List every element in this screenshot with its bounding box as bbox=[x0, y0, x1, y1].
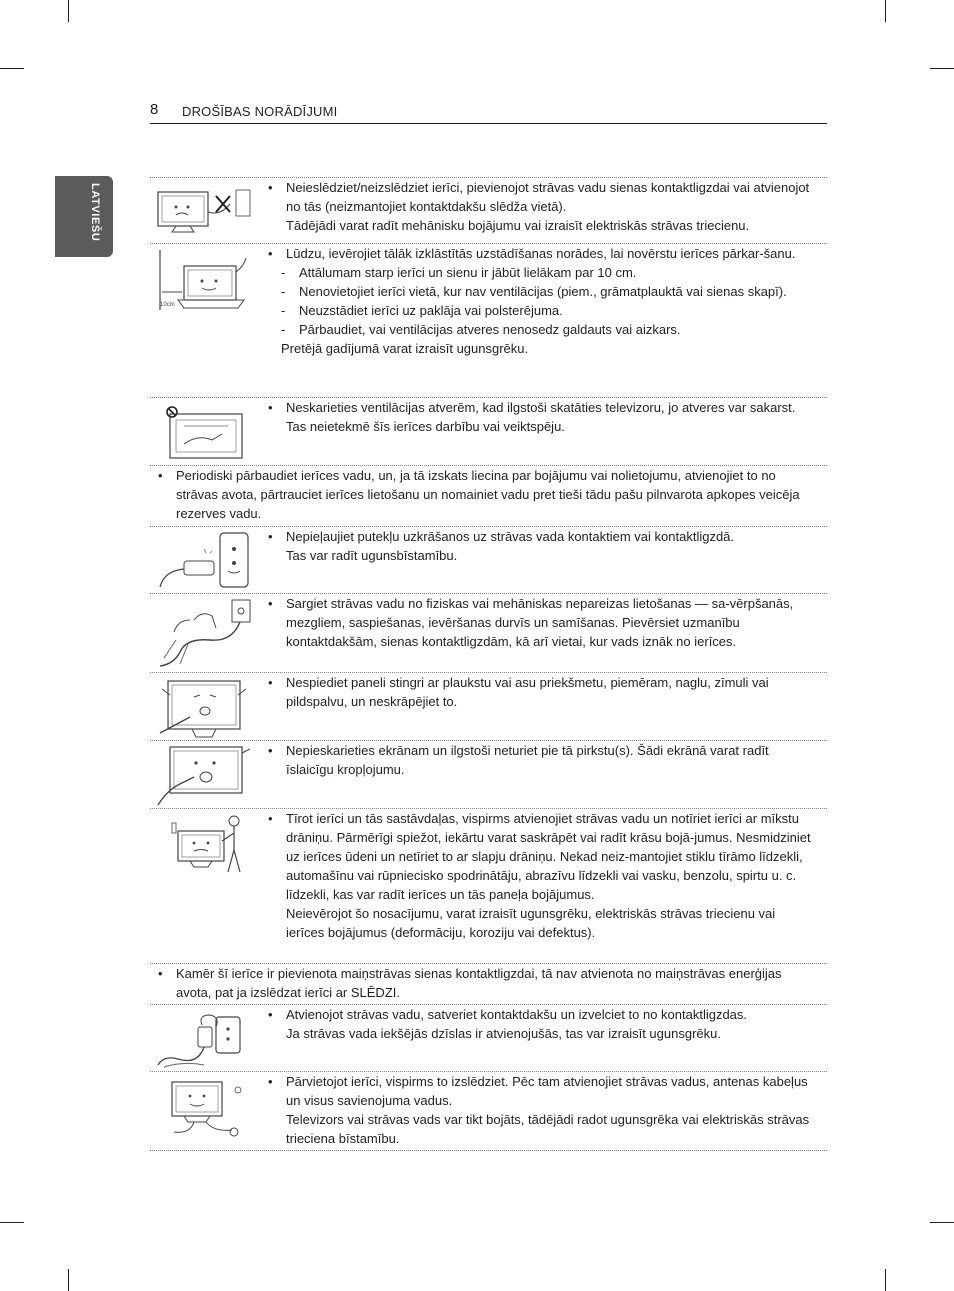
instruction-row bbox=[150, 672, 827, 741]
language-tab-label: LATVIEŠU bbox=[89, 183, 101, 242]
instruction-text bbox=[268, 809, 816, 942]
panel-pressure-illustration bbox=[154, 677, 254, 739]
move-device-illustration bbox=[154, 1076, 254, 1142]
distance-label: 10cm bbox=[160, 302, 175, 308]
instruction-row bbox=[150, 465, 827, 527]
instruction-text bbox=[158, 466, 818, 523]
instruction-paragraph: Tādējādi varat radīt mehānisku bojājumu vai izraisīt elektriskās strāvas triecienu. bbox=[286, 218, 750, 233]
instruction-row bbox=[150, 526, 827, 594]
instruction-paragraph: • Periodiski pārbaudiet ierīces vadu, un, ja tā izskats liecina par bojājumu vai nolietojumu, atvienojiet to no strāvas avota, pārtrauciet ierīces lietošanu un nomainiet vadu pret tieši tādu pašu pilnvarota apkopes veicēja rezerves vadu. bbox=[176, 468, 800, 521]
instruction-row bbox=[150, 593, 827, 673]
wall-distance-illustration bbox=[154, 248, 254, 314]
crop-mark bbox=[0, 1222, 24, 1223]
screen-touch-illustration bbox=[154, 745, 254, 809]
instruction-paragraph: • Nepieskarieties ekrānam un ilgstoši neturiet pie tā pirkstu(s). Šādi ekrānā varat radīt īslaicīgu kropļojumu. bbox=[286, 743, 769, 777]
pull-plug-illustration bbox=[154, 1009, 254, 1071]
instruction-row bbox=[150, 740, 827, 809]
instruction-text bbox=[268, 1005, 816, 1043]
instruction-row bbox=[150, 397, 827, 466]
instruction-paragraph: • Nespiediet paneli stingri ar plaukstu vai asu priekšmetu, piemēram, naglu, zīmuli vai pildspalvu, un neskrāpējiet to. bbox=[286, 675, 769, 709]
sub-item: - Nenovietojiet ierīci vietā, kur nav ventilācijas (piem., grāmatplauktā vai sienas skapī). bbox=[268, 282, 816, 301]
crop-mark bbox=[930, 68, 954, 69]
instruction-paragraph: Televizors vai strāvas vads var tikt bojāts, tādējādi radot ugunsgrēka vai elektriskās strāvas trieciena bīstamību. bbox=[286, 1112, 810, 1146]
instruction-row bbox=[150, 1004, 827, 1072]
crop-mark bbox=[68, 1269, 69, 1291]
crop-mark bbox=[930, 1222, 954, 1223]
dusty-socket-illustration bbox=[154, 531, 254, 593]
instruction-paragraph: • Sargiet strāvas vadu no fiziskas vai mehāniskas nepareizas lietošanas — sa-vērpšanās, mezgliem, saspiešanas, ievēršanas durvīs un samīšanas. Pievērsiet uzmanību kontaktdakšām, sienas kontaktligzdām, kā arī vietai, kur vads iznāk no ierīces. bbox=[286, 596, 794, 649]
cord-damage-illustration bbox=[154, 598, 254, 670]
page-header bbox=[150, 101, 827, 124]
instruction-text bbox=[268, 1072, 816, 1148]
instruction-text bbox=[268, 527, 816, 565]
sub-item: - Neuzstādiet ierīci uz paklāja vai polsterējuma. bbox=[268, 301, 816, 320]
instruction-paragraph: Tas var radīt ugunsbīstamību. bbox=[286, 548, 458, 563]
instruction-text bbox=[268, 741, 816, 779]
instruction-row bbox=[150, 808, 827, 964]
instruction-paragraph: Neievērojot šo nosacījumu, varat izraisīt ugunsgrēku, elektriskās strāvas triecienu vai ierīces bojājumus (deformāciju, koroziju vai defektus). bbox=[286, 906, 776, 940]
instruction-text bbox=[268, 673, 816, 711]
instruction-paragraph: • Pārvietojot ierīci, vispirms to izslēdziet. Pēc tam atvienojiet strāvas vadus, antenas kabeļus un visus savienojuma vadus. bbox=[286, 1074, 808, 1108]
crop-mark bbox=[885, 0, 886, 22]
instruction-paragraph: • Neieslēdziet/neizslēdziet ierīci, pievienojot strāvas vadu sienas kontaktligzdai vai atvienojot no tās (neizmantojiet kontaktdakšu slēdža vietā). bbox=[286, 180, 810, 214]
crop-mark bbox=[68, 0, 69, 22]
instruction-row bbox=[150, 963, 827, 1005]
vent-hot-illustration bbox=[154, 402, 254, 462]
instruction-paragraph: Ja strāvas vada iekšējās dzīslas ir atvienojušās, tas var izraisīt ugunsgrēku. bbox=[286, 1026, 721, 1041]
instruction-paragraph: • Tīrot ierīci un tās sastāvdaļas, vispirms atvienojiet strāvas vadu un notīriet ierīci ar mīkstu drāniņu. Pārmērīgi spiežot, iekārtu varat saskrāpēt vai radīt krāsu bojā-jumus. Nesmidziniet uz ierīces ūdeni un netīriet to ar slapju drāniņu. Nekad neiz-mantojiet stiklu tīrāmo līdzekli, automašīnu vai rūpniecisko spodrinātāju, abrazīvu līdzekli vai vasku, benzolu, spirtu u. c. līdzekli, kas var radīt ierīces un tās paneļa bojājumus. bbox=[286, 811, 811, 902]
instruction-text bbox=[268, 398, 816, 436]
instruction-row bbox=[150, 243, 827, 398]
instruction-text bbox=[268, 244, 816, 358]
instruction-paragraph: • Atvienojot strāvas vadu, satveriet kontaktdakšu un izvelciet to no kontaktligzdas. bbox=[286, 1007, 748, 1022]
instruction-note: Pretējā gadījumā varat izraisīt ugunsgrēku. bbox=[281, 341, 529, 356]
instruction-paragraph: • Nepieļaujiet putekļu uzkrāšanos uz strāvas vada kontaktiem vai kontaktligzdā. bbox=[286, 529, 735, 544]
sub-item: - Attālumam starp ierīci un sienu ir jābūt lielākam par 10 cm. bbox=[268, 263, 816, 282]
language-tab bbox=[55, 176, 113, 257]
instruction-row bbox=[150, 177, 827, 244]
instruction-paragraph: • Neskarieties ventilācijas atverēm, kad ilgstoši skatāties televizoru, jo atveres var sakarst. Tas neietekmē šīs ierīces darbību vai veiktspēju. bbox=[286, 400, 796, 434]
instruction-text bbox=[158, 964, 818, 1002]
cleaning-illustration bbox=[154, 813, 254, 879]
crop-mark bbox=[885, 1269, 886, 1291]
instruction-paragraph: • Kamēr šī ierīce ir pievienota maiņstrāvas sienas kontaktligzdai, tā nav atvienota no maiņstrāvas enerģijas avota, pat ja izslēdzat ierīci ar SLĒDZI. bbox=[176, 966, 782, 1000]
instruction-paragraph: • Lūdzu, ievērojiet tālāk izklāstītās uzstādīšanas norādes, lai novērstu ierīces pārkar-šanu. bbox=[286, 246, 796, 261]
unplug-warning-illustration bbox=[154, 182, 254, 238]
instruction-text bbox=[268, 594, 816, 651]
sub-item: - Pārbaudiet, vai ventilācijas atveres nenosedz galdauts vai aizkars. bbox=[268, 320, 816, 339]
page-number: 8 bbox=[150, 101, 159, 118]
section-title: DROŠĪBAS NORĀDĪJUMI bbox=[182, 104, 338, 119]
instruction-row bbox=[150, 1071, 827, 1151]
crop-mark bbox=[0, 68, 24, 69]
instruction-text bbox=[268, 178, 816, 235]
